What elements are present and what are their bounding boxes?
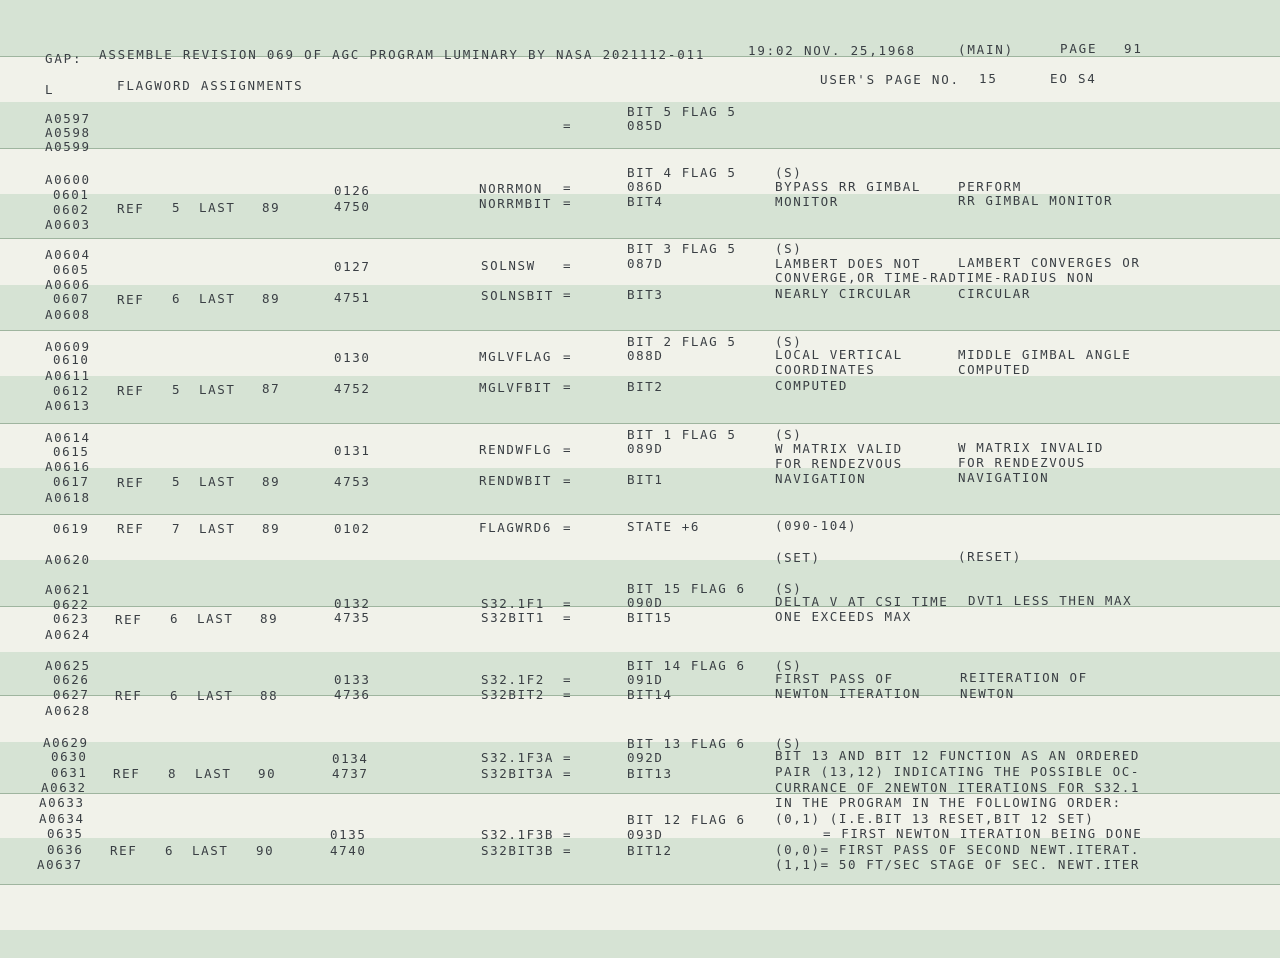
ref-count: 5 [172,200,182,215]
ref-count: 6 [165,843,175,858]
line-number: 0607 [53,291,90,306]
set-marker: (S) [775,241,803,256]
flag-bit-label: BIT 14 FLAG 6 [627,658,746,673]
comment-text: BIT 13 AND BIT 12 FUNCTION AS AN ORDERED [775,748,1141,763]
set-meaning: NAVIGATION [775,471,867,486]
symbol: RENDWBIT [479,473,553,488]
ref-label: REF [117,475,145,490]
ref-label: REF [117,201,145,216]
header-page-number: 91 [1124,41,1143,56]
header-users-page-label: USER'S PAGE NO. [820,72,960,87]
equals-sign: = [563,349,573,364]
set-marker: (S) [775,334,803,349]
set-marker: (S) [775,427,803,442]
address: 0126 [334,183,371,198]
set-meaning: LOCAL VERTICAL [775,347,903,362]
symbol: S32BIT3A [481,766,555,781]
ref-label: REF [113,766,141,781]
header-eo: EO S4 [1050,71,1097,86]
address: 4751 [334,290,371,305]
comment-text: CURRANCE OF 2NEWTON ITERATIONS FOR S32.1 [775,780,1141,795]
last-page: 89 [262,521,281,536]
ref-count: 6 [170,688,180,703]
line-number: A0633 [39,795,85,810]
last-page: 89 [262,474,281,489]
set-meaning-cont: COORDINATES [775,362,876,377]
line-number: 0626 [53,672,90,687]
reset-meaning: W MATRIX INVALID [958,440,1105,455]
reset-meaning: REITERATION OF [960,670,1088,685]
symbol: S32BIT2 [481,687,545,702]
header-title: ASSEMBLE REVISION 069 OF AGC PROGRAM LUMINARY BY NASA 2021112-011 [99,47,706,62]
address: 4740 [330,843,367,858]
line-number: A0613 [45,398,91,413]
last-label: LAST [199,200,236,215]
set-meaning: NEARLY CIRCULAR [775,286,912,301]
set-meaning: DELTA V AT CSI TIME [775,594,949,609]
reset-meaning-cont: FOR RENDEZVOUS [958,455,1086,470]
address: 4752 [334,381,371,396]
last-page: 89 [262,200,281,215]
last-label: LAST [192,843,229,858]
line-number: A0621 [45,582,91,597]
address: 0132 [334,596,371,611]
header-timestamp: 19:02 NOV. 25,1968 [748,43,916,58]
line-number: A0600 [45,172,91,187]
reset-meaning: MIDDLE GIMBAL ANGLE [958,347,1132,362]
symbol: FLAGWRD6 [479,520,553,535]
line-number: 0635 [47,826,84,841]
flag-code: 091D [627,672,664,687]
set-meaning: MONITOR [775,194,839,209]
last-page: 87 [262,381,281,396]
flag-code: BIT1 [627,472,664,487]
flag-code: 090D [627,595,664,610]
set-meaning: COMPUTED [775,378,849,393]
comment-text: (0,1) (I.E.BIT 13 RESET,BIT 12 SET) [775,811,1095,826]
comment-text: (0,0)= FIRST PASS OF SECOND NEWT.ITERAT. [775,842,1141,857]
equals-sign: = [563,827,573,842]
equals-sign: = [563,687,573,702]
flag-code: BIT15 [627,610,673,625]
address: 4753 [334,474,371,489]
flag-code: 089D [627,441,664,456]
equals-sign: = [563,766,573,781]
address: 0102 [334,521,371,536]
set-meaning: (090-104) [775,518,858,533]
symbol: RENDWFLG [479,442,553,457]
last-page: 89 [262,291,281,306]
reset-meaning-cont: COMPUTED [958,362,1032,377]
line-number: 0605 [53,262,90,277]
line-number: A0620 [45,552,91,567]
flag-bit-label: BIT 4 FLAG 5 [627,165,737,180]
flag-code: BIT14 [627,687,673,702]
band-rule [0,884,1280,885]
ref-label: REF [115,612,143,627]
set-meaning: ONE EXCEEDS MAX [775,609,912,624]
last-label: LAST [199,521,236,536]
line-number: A0628 [45,703,91,718]
address: 0135 [330,827,367,842]
line-number: 0619 [53,521,90,536]
flag-bit-label: BIT 2 FLAG 5 [627,334,737,349]
line-number: 0622 [53,597,90,612]
reset-meaning: NAVIGATION [958,470,1050,485]
equals-sign: = [563,672,573,687]
last-label: LAST [197,611,234,626]
flag-bit-label: BIT 13 FLAG 6 [627,736,746,751]
equals-sign: = [563,596,573,611]
ref-count: 7 [172,521,182,536]
line-number: A0629 [43,735,89,750]
symbol: S32.1F2 [481,672,545,687]
last-label: LAST [199,474,236,489]
last-page: 88 [260,688,279,703]
equals-sign: = [563,520,573,535]
line-number: 0601 [53,187,90,202]
line-number: A0598 [45,125,91,140]
set-meaning: FIRST PASS OF [775,671,894,686]
symbol: S32.1F1 [481,596,545,611]
ref-count: 5 [172,382,182,397]
flag-code: STATE +6 [627,519,701,534]
line-number: 0617 [53,474,90,489]
equals-sign: = [563,118,573,133]
equals-sign: = [563,843,573,858]
line-number: 0627 [53,687,90,702]
ref-label: REF [117,521,145,536]
address: 4736 [334,687,371,702]
line-number: 0636 [47,842,84,857]
equals-sign: = [563,195,573,210]
last-page: 90 [256,843,275,858]
band-rule [0,423,1280,424]
symbol: S32BIT1 [481,610,545,625]
set-marker: (S) [775,736,803,751]
address: 0131 [334,443,371,458]
equals-sign: = [563,258,573,273]
symbol: S32BIT3B [481,843,555,858]
reset-meaning: RR GIMBAL MONITOR [958,193,1114,208]
set-meaning-cont: FOR RENDEZVOUS [775,456,903,471]
ref-label: REF [115,688,143,703]
set-column-heading: (SET) [775,550,821,565]
flag-code: 086D [627,179,664,194]
address: 4737 [332,766,369,781]
equals-sign: = [563,379,573,394]
line-number: A0632 [41,780,87,795]
flag-code: 085D [627,118,664,133]
set-meaning: BYPASS RR GIMBAL [775,179,922,194]
line-number: A0624 [45,627,91,642]
line-number: 0615 [53,444,90,459]
flag-code: BIT3 [627,287,664,302]
symbol: SOLNSBIT [481,288,555,303]
flag-bit-label: BIT 15 FLAG 6 [627,581,746,596]
reset-meaning: CIRCULAR [958,286,1032,301]
address: 0133 [334,672,371,687]
line-number: 0630 [51,749,88,764]
band-rule [0,330,1280,331]
header-col-l: L [45,82,55,97]
line-number: A0604 [45,247,91,262]
symbol: NORRMBIT [479,196,553,211]
line-number: 0602 [53,202,90,217]
reset-meaning: LAMBERT CONVERGES OR [958,255,1141,270]
line-number: A0599 [45,139,91,154]
address: 0134 [332,751,369,766]
line-number: A0614 [45,430,91,445]
flag-code: 087D [627,256,664,271]
line-number: A0616 [45,459,91,474]
flag-bit-label: BIT 5 FLAG 5 [627,104,737,119]
reset-meaning: DVT1 LESS THEN MAX [968,593,1133,608]
set-meaning-cont: CONVERGE,OR TIME-RADTIME-RADIUS NON [775,270,1095,285]
line-number: A0611 [45,368,91,383]
line-number: A0609 [45,339,91,354]
flag-bit-label: BIT 3 FLAG 5 [627,241,737,256]
line-number: A0603 [45,217,91,232]
header-main-tag: (MAIN) [958,42,1014,57]
last-page: 89 [260,611,279,626]
line-number: 0631 [51,765,88,780]
symbol: MGLVFBIT [479,380,553,395]
set-marker: (S) [775,165,803,180]
header-page-label: PAGE [1060,41,1098,56]
equals-sign: = [563,442,573,457]
flag-code: 088D [627,348,664,363]
set-meaning: LAMBERT DOES NOT [775,256,922,271]
symbol: S32.1F3A [481,750,555,765]
line-number: A0625 [45,658,91,673]
symbol: S32.1F3B [481,827,555,842]
address: 0130 [334,350,371,365]
header-section: FLAGWORD ASSIGNMENTS [117,78,304,93]
flag-code: BIT13 [627,766,673,781]
symbol: SOLNSW [481,258,536,273]
band-rule [0,514,1280,515]
set-marker: (S) [775,581,803,596]
equals-sign: = [563,750,573,765]
flag-code: 093D [627,827,664,842]
comment-text: = FIRST NEWTON ITERATION BEING DONE [823,826,1143,841]
line-number: A0637 [37,857,83,872]
set-meaning: W MATRIX VALID [775,441,903,456]
equals-sign: = [563,610,573,625]
flag-bit-label: BIT 12 FLAG 6 [627,812,746,827]
reset-column-heading: (RESET) [958,549,1022,564]
flag-code: BIT2 [627,379,664,394]
ref-label: REF [117,292,145,307]
ref-label: REF [110,843,138,858]
ref-count: 6 [170,611,180,626]
line-number: 0610 [53,352,90,367]
last-label: LAST [199,382,236,397]
header-gap: GAP: [45,51,83,66]
equals-sign: = [563,287,573,302]
symbol: NORRMON [479,181,543,196]
ref-label: REF [117,383,145,398]
header-users-page-number: 15 [979,71,998,86]
line-number: A0606 [45,277,91,292]
equals-sign: = [563,180,573,195]
comment-text: (1,1)= 50 FT/SEC STAGE OF SEC. NEWT.ITER [775,857,1141,872]
flag-code: BIT12 [627,843,673,858]
address: 0127 [334,259,371,274]
address: 4750 [334,199,371,214]
last-label: LAST [195,766,232,781]
line-number: 0612 [53,383,90,398]
symbol: MGLVFLAG [479,349,553,364]
band-rule [0,148,1280,149]
last-page: 90 [258,766,277,781]
line-number: A0597 [45,111,91,126]
paper-band [0,930,1280,958]
line-number: 0623 [53,611,90,626]
last-label: LAST [197,688,234,703]
ref-count: 8 [168,766,178,781]
ref-count: 6 [172,291,182,306]
ref-count: 5 [172,474,182,489]
flag-code: 092D [627,750,664,765]
comment-text: IN THE PROGRAM IN THE FOLLOWING ORDER: [775,795,1122,810]
line-number: A0618 [45,490,91,505]
line-number: A0634 [39,811,85,826]
set-marker: (S) [775,658,803,673]
band-rule [0,238,1280,239]
equals-sign: = [563,473,573,488]
comment-text: PAIR (13,12) INDICATING THE POSSIBLE OC- [775,764,1141,779]
last-label: LAST [199,291,236,306]
set-meaning: NEWTON ITERATION [775,686,922,701]
reset-meaning: NEWTON [960,686,1015,701]
flag-bit-label: BIT 1 FLAG 5 [627,427,737,442]
reset-meaning: PERFORM [958,179,1022,194]
line-number: A0608 [45,307,91,322]
flag-code: BIT4 [627,194,664,209]
address: 4735 [334,610,371,625]
